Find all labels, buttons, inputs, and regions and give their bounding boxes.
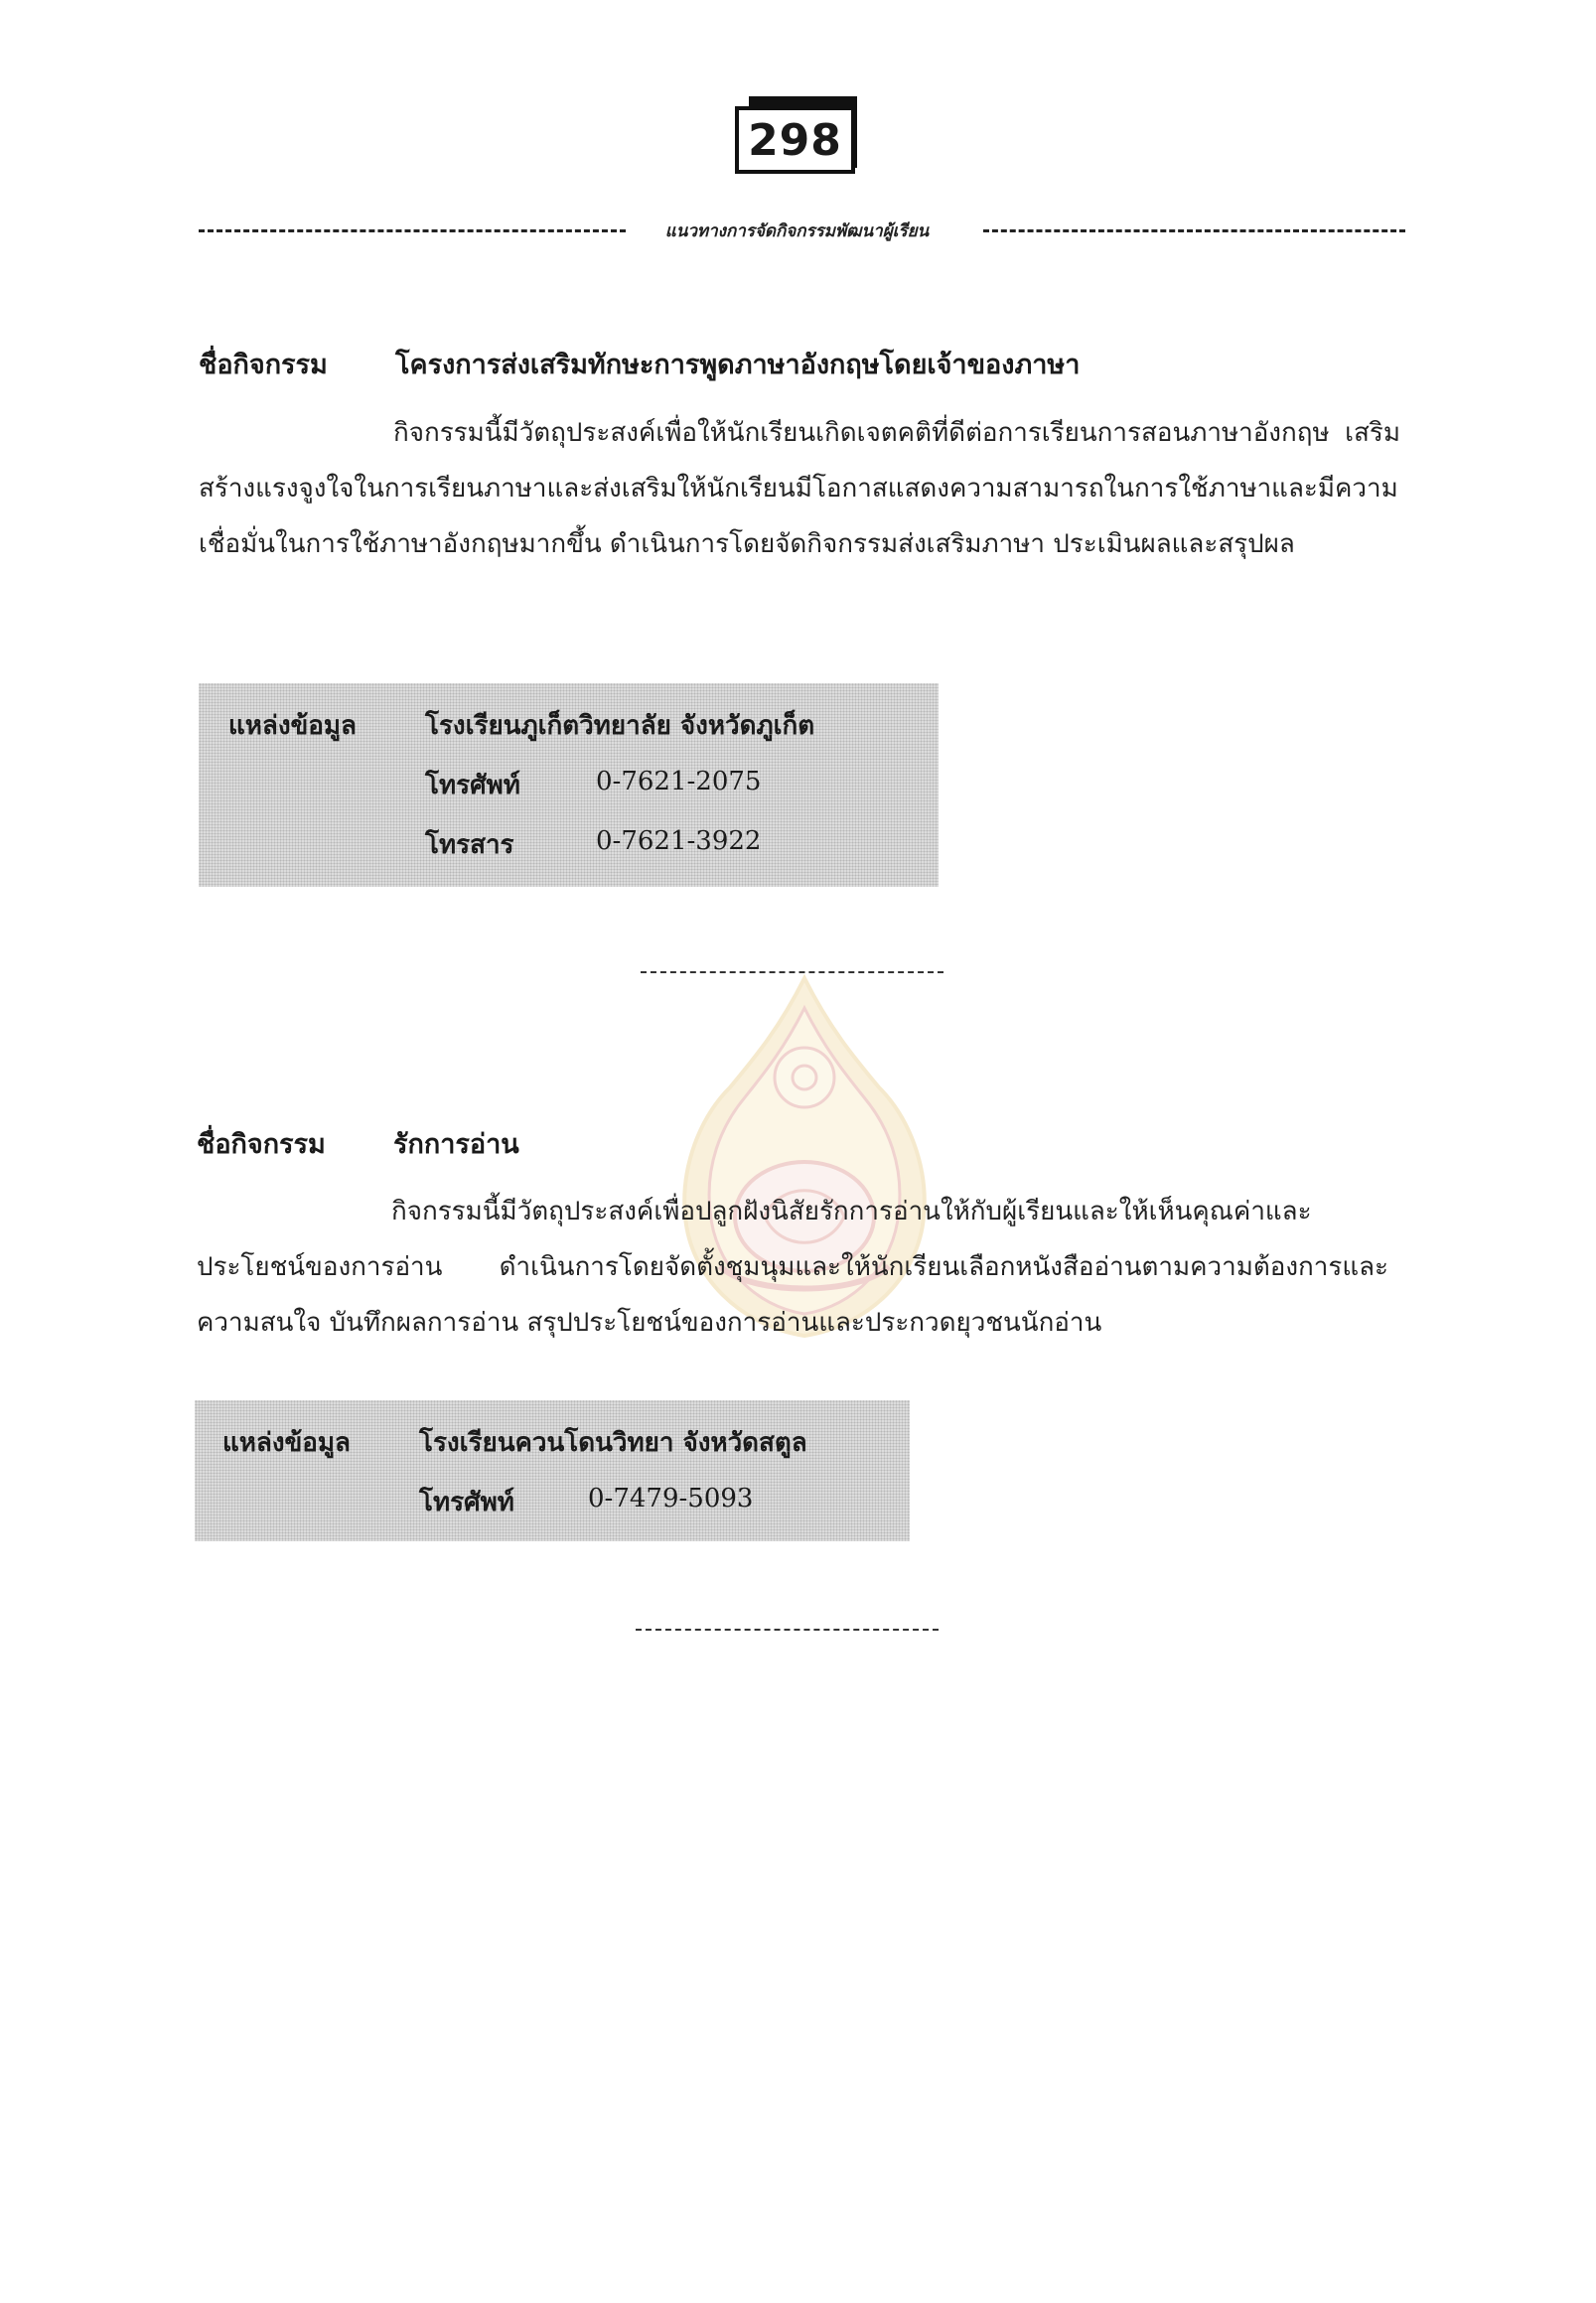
activity-1-source-label: แหล่งข้อมูล — [228, 711, 357, 741]
activity-1-fax: 0-7621-3922 — [596, 826, 762, 856]
page-number: 298 — [735, 106, 855, 174]
activity-1-source-box — [199, 683, 939, 887]
activity-2-phone: 0-7479-5093 — [588, 1484, 754, 1513]
activity-1-fax-label: โทรสาร — [425, 830, 514, 860]
activity-1-source-name: โรงเรียนภูเก็ตวิทยาลัย จังหวัดภูเก็ต — [425, 711, 815, 741]
activity-1-label: ชื่อกิจกรรม — [199, 350, 328, 380]
activity-2-label: ชื่อกิจกรรม — [197, 1129, 326, 1160]
page-number-box — [735, 96, 857, 179]
activity-1-phone: 0-7621-2075 — [596, 767, 762, 796]
activity-2-source-label: แหล่งข้อมูล — [222, 1428, 351, 1458]
activity-2-description: กิจกรรมนี้มีวัตถุประสงค์เพื่อปลูกฝังนิสัยรักการอ่านให้กับผู้เรียนและให้เห็นคุณค่าและประโยชน์ของการอ่าน ดำเนินการโดยจัดตั้งชุมนุมและให้นักเรียนเลือกหนังสืออ่านตามความต้องการและความสนใจ บันทึกผลการอ่าน สรุปประโยชน์ของการอ่านและประกวดยุวชนนักอ่าน — [197, 1197, 1388, 1338]
activity-1-phone-label: โทรศัพท์ — [425, 771, 520, 800]
header-rule-right — [983, 220, 1405, 240]
activity-2-name: รักการอ่าน — [393, 1129, 519, 1160]
separator-1 — [641, 971, 943, 973]
activity-1-description: กิจกรรมนี้มีวัตถุประสงค์เพื่อให้นักเรียนเกิดเจตคติที่ดีต่อการเรียนการสอนภาษาอังกฤษ เสริมสร้างแรงจูงใจในการเรียนภาษาและส่งเสริมให้นักเรียนมีโอกาสแสดงความสามารถในการใช้ภาษาและมีความเชื่อมั่นในการใช้ภาษาอังกฤษมากขึ้น ดำเนินการโดยจัดกิจกรรมส่งเสริมภาษา ประเมินผลและสรุปผล — [199, 418, 1400, 559]
activity-2-source-box — [195, 1400, 910, 1541]
activity-2-phone-label: โทรศัพท์ — [419, 1488, 514, 1517]
separator-2 — [636, 1629, 939, 1631]
activity-1-name: โครงการส่งเสริมทักษะการพูดภาษาอังกฤษโดยเจ้าของภาษา — [395, 350, 1081, 380]
header-title: แนวทางการจัดกิจกรรมพัฒนาผู้เรียน — [664, 221, 930, 241]
header-rule-left — [199, 220, 626, 240]
activity-2-source-name: โรงเรียนควนโดนวิทยา จังหวัดสตูล — [419, 1428, 807, 1458]
